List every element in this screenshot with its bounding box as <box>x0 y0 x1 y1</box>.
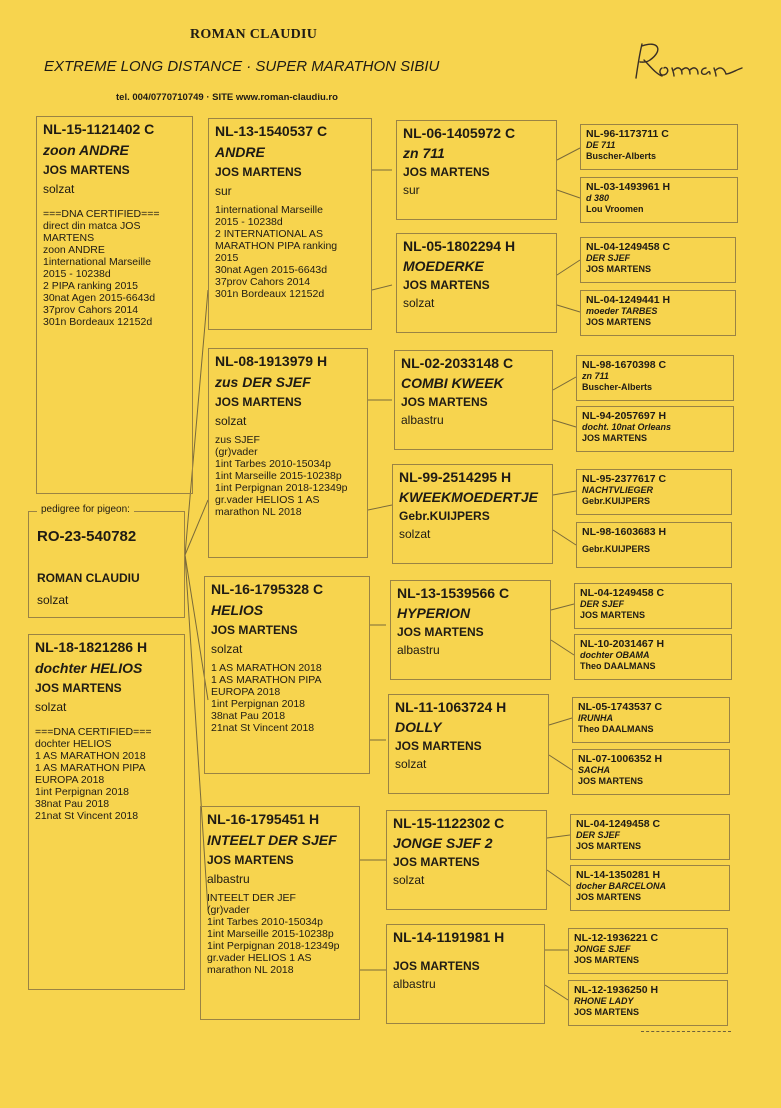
gg-grandparent-id: NL-12-1936250 H <box>574 984 659 996</box>
father-id: NL-15-1121402 C <box>43 121 155 137</box>
gg-grandparent-card <box>570 865 730 911</box>
gg-grandparent-name: moeder TARBES <box>586 306 658 316</box>
great-grandparent-card <box>390 580 551 680</box>
father-color: solzat <box>43 182 75 196</box>
great-grandparent-breeder: Gebr.KUIJPERS <box>399 509 490 523</box>
great-grandparent-breeder: JOS MARTENS <box>393 855 480 869</box>
great-grandparent-color: albastru <box>397 643 440 657</box>
great-grandparent-color: albastru <box>393 977 436 991</box>
bottom-rule <box>641 1031 731 1032</box>
gg-grandparent-name: docht. 10nat Orleans <box>582 422 672 432</box>
gg-grandparent-name: NACHTVLIEGER <box>582 485 654 495</box>
gg-grandparent-breeder: Theo DAALMANS <box>578 724 654 734</box>
gg-grandparent-id: NL-14-1350281 H <box>576 869 661 881</box>
subject-card <box>28 504 185 618</box>
gg-grandparent-card <box>574 634 732 680</box>
gg-grandparent-id: NL-95-2377617 C <box>582 473 667 485</box>
gg-grandparent-name: DE 711 <box>586 140 616 150</box>
great-grandparent-card <box>396 120 557 220</box>
great-grandparent-name: DOLLY <box>395 719 442 735</box>
great-grandparent-name: KWEEKMOEDERTJE <box>399 489 538 505</box>
gg-grandparent-id: NL-10-2031467 H <box>580 638 665 650</box>
gg-grandparent-id: NL-04-1249458 C <box>580 587 665 599</box>
gg-grandparent-card <box>568 980 728 1026</box>
father-name: zoon ANDRE <box>43 142 129 158</box>
subject-breeder: ROMAN CLAUDIU <box>37 571 140 585</box>
grandparent-notes: 1 AS MARATHON 2018 1 AS MARATHON PIPA EUROPA 2018 1int Perpignan 2018 38nat Pau 2018 21nat St Vincent 2018 <box>211 662 322 734</box>
great-grandparent-id: NL-15-1122302 C <box>393 815 505 831</box>
gg-grandparent-card <box>580 124 738 170</box>
father-notes: ===DNA CERTIFIED=== direct din matca JOS MARTENS zoon ANDRE 1international Marseille 2015 - 10238d 2 PIPA ranking 2015 30nat Agen 2015-6643d 37prov Cahors 2014 301n Bordeaux 12152d <box>43 208 160 328</box>
owner-name: ROMAN CLAUDIU <box>190 27 318 42</box>
grandparent-breeder: JOS MARTENS <box>215 395 302 409</box>
subject-color: solzat <box>37 593 69 607</box>
great-grandparent-breeder: JOS MARTENS <box>401 395 488 409</box>
gg-grandparent-name: SACHA <box>578 765 611 775</box>
great-grandparent-name: MOEDERKE <box>403 258 484 274</box>
gg-grandparent-card <box>568 928 728 974</box>
gg-grandparent-id: NL-04-1249458 C <box>586 241 671 253</box>
gg-grandparent-card <box>574 583 732 629</box>
grandparent-id: NL-16-1795328 C <box>211 581 324 597</box>
gg-grandparent-card <box>580 177 738 223</box>
father-breeder: JOS MARTENS <box>43 163 130 177</box>
grandparent-card <box>204 576 370 774</box>
great-grandparent-color: albastru <box>401 413 444 427</box>
subject-id: RO-23-540782 <box>37 528 137 545</box>
great-grandparent-color: solzat <box>395 757 427 771</box>
great-grandparent-id: NL-13-1539566 C <box>397 585 510 601</box>
great-grandparent-name: COMBI KWEEK <box>401 375 504 391</box>
great-grandparent-id: NL-02-2033148 C <box>401 355 514 371</box>
gg-grandparent-breeder: Theo DAALMANS <box>580 661 656 671</box>
grandparent-color: solzat <box>215 414 247 428</box>
great-grandparent-breeder: JOS MARTENS <box>403 278 490 292</box>
great-grandparent-breeder: JOS MARTENS <box>395 739 482 753</box>
gg-grandparent-card <box>572 697 730 743</box>
gg-grandparent-card <box>580 237 736 283</box>
gg-grandparent-name: RHONE LADY <box>574 996 634 1006</box>
mother-id: NL-18-1821286 H <box>35 639 148 655</box>
grandparent-card <box>200 806 360 1020</box>
great-grandparent-color: solzat <box>399 527 431 541</box>
grandparent-id: NL-16-1795451 H <box>207 811 320 827</box>
great-grandparent-color: solzat <box>393 873 425 887</box>
great-grandparent-card <box>392 464 553 564</box>
grandparent-card <box>208 348 368 558</box>
gg-grandparent-id: NL-96-1173711 C <box>586 128 669 140</box>
grandparent-color: solzat <box>211 642 243 656</box>
grandparent-name: ANDRE <box>215 144 265 160</box>
grandparent-card <box>208 118 372 330</box>
great-grandparent-name: zn 711 <box>403 145 445 161</box>
gg-grandparent-name: d 380 <box>586 193 610 203</box>
grandparent-color: albastru <box>207 872 250 886</box>
gg-grandparent-card <box>576 406 734 452</box>
gg-grandparent-breeder: Buscher-Alberts <box>586 151 657 161</box>
grandparent-id: NL-13-1540537 C <box>215 123 328 139</box>
gg-grandparent-name: DER SJEF <box>576 830 621 840</box>
gg-grandparent-card <box>570 814 730 860</box>
gg-grandparent-name: docher BARCELONA <box>576 881 667 891</box>
grandparent-notes: zus SJEF (gr)vader 1int Tarbes 2010-15034p 1int Marseille 2015-10238p 1int Perpignan 2018-12349p gr.vader HELIOS 1 AS marathon NL 2018 <box>215 434 348 518</box>
gg-grandparent-name: dochter OBAMA <box>580 650 650 660</box>
gg-grandparent-id: NL-04-1249458 C <box>576 818 661 830</box>
gg-grandparent-name: DER SJEF <box>586 253 631 263</box>
grandparent-notes: INTEELT DER JEF (gr)vader 1int Tarbes 2010-15034p 1int Marseille 2015-10238p 1int Perpignan 2018-12349p gr.vader HELIOS 1 AS marathon NL 2018 <box>207 892 340 976</box>
gg-grandparent-name: IRUNHA <box>578 713 613 723</box>
great-grandparent-breeder: JOS MARTENS <box>393 959 480 973</box>
contact-line: tel. 004/0770710749 · SITE www.roman-claudiu.ro <box>116 92 338 103</box>
gg-grandparent-breeder: JOS MARTENS <box>576 892 642 902</box>
grandparent-color: sur <box>215 184 232 198</box>
gg-grandparent-id: NL-03-1493961 H <box>586 181 671 193</box>
gg-grandparent-card <box>576 355 734 401</box>
grandparent-notes: 1international Marseille 2015 - 10238d 2 INTERNATIONAL AS MARATHON PIPA ranking 2015 30nat Agen 2015-6643d 37prov Cahors 2014 301n Bordeaux 12152d <box>215 204 338 300</box>
great-grandparent-id: NL-99-2514295 H <box>399 469 512 485</box>
great-grandparent-id: NL-14-1191981 H <box>393 929 505 945</box>
gg-grandparent-breeder: JOS MARTENS <box>580 610 646 620</box>
gg-grandparent-breeder: Gebr.KUIJPERS <box>582 544 651 554</box>
handwritten-signature <box>628 40 748 84</box>
great-grandparent-card <box>394 350 553 450</box>
grandparent-breeder: JOS MARTENS <box>207 853 294 867</box>
great-grandparent-breeder: JOS MARTENS <box>397 625 484 639</box>
great-grandparent-id: NL-06-1405972 C <box>403 125 516 141</box>
gg-grandparent-id: NL-07-1006352 H <box>578 753 663 765</box>
gg-grandparent-card <box>576 522 732 568</box>
grandparent-breeder: JOS MARTENS <box>215 165 302 179</box>
grandparent-name: INTEELT DER SJEF <box>207 832 337 848</box>
gg-grandparent-breeder: JOS MARTENS <box>586 264 652 274</box>
gg-grandparent-breeder: JOS MARTENS <box>582 433 648 443</box>
gg-grandparent-breeder: JOS MARTENS <box>574 1007 640 1017</box>
mother-name: dochter HELIOS <box>35 660 143 676</box>
gg-grandparent-name: zn 711 <box>582 371 609 381</box>
gg-grandparent-breeder: Lou Vroomen <box>586 204 644 214</box>
mother-card <box>28 634 185 990</box>
page-subtitle: EXTREME LONG DISTANCE · SUPER MARATHON SIBIU <box>44 58 440 75</box>
gg-grandparent-id: NL-94-2057697 H <box>582 410 667 422</box>
great-grandparent-card <box>386 924 545 1024</box>
gg-grandparent-card <box>576 469 732 515</box>
gg-grandparent-id: NL-98-1670398 C <box>582 359 667 371</box>
gg-grandparent-breeder: JOS MARTENS <box>576 841 642 851</box>
mother-breeder: JOS MARTENS <box>35 681 122 695</box>
grandparent-id: NL-08-1913979 H <box>215 353 328 369</box>
mother-notes: ===DNA CERTIFIED=== dochter HELIOS 1 AS MARATHON 2018 1 AS MARATHON PIPA EUROPA 2018 1int Perpignan 2018 38nat Pau 2018 21nat St Vincent 2018 <box>35 726 152 822</box>
gg-grandparent-id: NL-05-1743537 C <box>578 701 663 713</box>
great-grandparent-id: NL-05-1802294 H <box>403 238 516 254</box>
gg-grandparent-card <box>580 290 736 336</box>
great-grandparent-card <box>396 233 557 333</box>
great-grandparent-color: solzat <box>403 296 435 310</box>
grandparent-breeder: JOS MARTENS <box>211 623 298 637</box>
father-card <box>36 116 193 494</box>
great-grandparent-name: JONGE SJEF 2 <box>393 835 493 851</box>
great-grandparent-breeder: JOS MARTENS <box>403 165 490 179</box>
gg-grandparent-card <box>572 749 730 795</box>
great-grandparent-card <box>386 810 547 910</box>
gg-grandparent-breeder: Gebr.KUIJPERS <box>582 496 651 506</box>
gg-grandparent-breeder: JOS MARTENS <box>574 955 640 965</box>
great-grandparent-name: HYPERION <box>397 605 471 621</box>
gg-grandparent-breeder: JOS MARTENS <box>578 776 644 786</box>
gg-grandparent-name: JONGE SJEF <box>574 944 631 954</box>
great-grandparent-id: NL-11-1063724 H <box>395 699 507 715</box>
great-grandparent-color: sur <box>403 183 420 197</box>
mother-color: solzat <box>35 700 67 714</box>
grandparent-name: HELIOS <box>211 602 264 618</box>
gg-grandparent-id: NL-98-1603683 H <box>582 526 667 538</box>
gg-grandparent-id: NL-12-1936221 C <box>574 932 659 944</box>
gg-grandparent-breeder: JOS MARTENS <box>586 317 652 327</box>
gg-grandparent-id: NL-04-1249441 H <box>586 294 671 306</box>
grandparent-name: zus DER SJEF <box>215 374 311 390</box>
great-grandparent-card <box>388 694 549 794</box>
gg-grandparent-breeder: Buscher-Alberts <box>582 382 653 392</box>
subject-caption: pedigree for pigeon: <box>37 504 134 515</box>
gg-grandparent-name: DER SJEF <box>580 599 625 609</box>
